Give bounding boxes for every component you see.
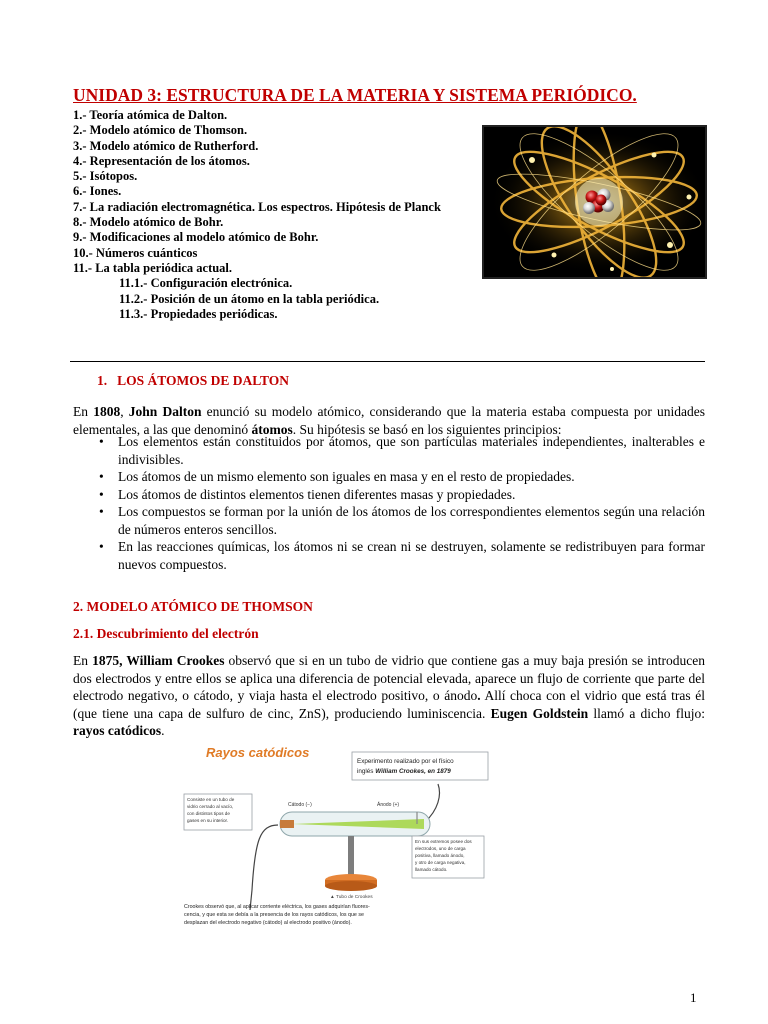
- dalton-intro-paragraph: En 1808, John Dalton enunció su modelo atómico, considerando que la materia estaba compuesta por unidades elementales, a las que denominó átomos. Su hipótesis se basó en los siguientes principios:: [73, 404, 705, 437]
- tube-stand: [325, 836, 377, 891]
- atom-image: [482, 125, 707, 279]
- list-item: • En las reacciones químicas, los átomos ni se crean ni se destruyen, solamente se redistribuyen para formar nuevos compuestos.: [73, 538, 705, 573]
- anode-label: Ánodo (+): [377, 802, 400, 808]
- toc-item: 10.- Números cuánticos: [73, 245, 198, 260]
- figure-caption-line: desplazan del electrodo negativo (cátodo) al electrodo positivo (ánodo).: [184, 920, 352, 926]
- list-item: • Los átomos de distintos elementos tienen diferentes masas y propiedades.: [73, 486, 705, 504]
- cathode-electrode: [280, 820, 294, 828]
- tube-note-box: [184, 794, 252, 830]
- toc-item: 1.- Teoría atómica de Dalton.: [73, 108, 228, 122]
- svg-text:positiva, llamado ánodo,: positiva, llamado ánodo,: [415, 853, 465, 858]
- figure-title: Rayos catódicos: [206, 745, 310, 760]
- toc-item: 11.- La tabla periódica actual.: [73, 260, 233, 275]
- toc-subitem: 11.3.- Propiedades periódicas.: [119, 306, 278, 321]
- toc-item: 7.- La radiación electromagnética. Los espectros. Hipótesis de Planck: [73, 199, 441, 214]
- page-number: 1: [690, 990, 697, 1005]
- toc-subitem: 11.2.- Posición de un átomo en la tabla periódica.: [119, 291, 380, 306]
- atom-illustration: [484, 127, 705, 277]
- experiment-box: [352, 752, 488, 780]
- toc-item: 3.- Modelo atómico de Rutherford.: [73, 138, 259, 153]
- toc-item: 8.- Modelo atómico de Bohr.: [73, 215, 224, 230]
- experiment-box-line1: Experimento realizado por el físico: [357, 758, 454, 765]
- crookes-tube: [280, 812, 430, 836]
- svg-text:Consiste en un tubo de: Consiste en un tubo de: [187, 797, 235, 802]
- toc-item: 4.- Representación de los átomos.: [73, 153, 250, 168]
- table-of-contents: [73, 108, 441, 322]
- toc-item: 9.- Modificaciones al modelo atómico de Bohr.: [73, 230, 319, 245]
- svg-text:con distintos tipos de: con distintos tipos de: [187, 811, 230, 816]
- svg-text:y otro de carga negativa,: y otro de carga negativa,: [415, 860, 466, 865]
- svg-text:electrodos, uno de carga: electrodos, uno de carga: [415, 846, 466, 851]
- figure-caption-line: cencia, y que esta se debía a la presencia de los rayos catódicos, los que se: [184, 912, 364, 918]
- crookes-paragraph: En 1875, William Crookes observó que si en un tubo de vidrio que contiene gas a muy baja presión se introducen dos electrodos y entre ellos se aplica una diferencia de potencial elevada, aparece un flujo de corriente que parte del electrodo negativo, o cátodo, y viaja hasta el electrodo positivo, o ánodo. Allí choca con el vidrio que está tras él (que tiene una capa de sulfuro de cinc, ZnS), produciendo luminiscencia. Eugen Goldstein llamó a dicho flujo: rayos catódicos.: [73, 653, 706, 738]
- electrodes-note-box: [412, 836, 484, 878]
- cathode-label: Cátodo (−): [288, 802, 312, 808]
- toc-item: 5.- Isótopos.: [73, 169, 138, 184]
- svg-text:En sus extremos posee dos: En sus extremos posee dos: [415, 839, 472, 844]
- toc-item: 2.- Modelo atómico de Thomson.: [73, 123, 248, 138]
- section-divider: [70, 361, 705, 362]
- section-heading: 1. LOS ÁTOMOS DE DALTON: [97, 373, 290, 388]
- tube-caption-label: ▲ Tubo de Crookes: [330, 895, 373, 900]
- svg-text:vidrio cerrado al vacío,: vidrio cerrado al vacío,: [187, 804, 234, 809]
- figure-caption-line: Crookes observó que, al aplicar corriente eléctrica, los gases adquirían fluores-: [184, 904, 370, 910]
- nucleus: [583, 189, 614, 215]
- list-item: • Los elementos están constituidos por átomos, que son partículas materiales independientes, inalterables e indivisibles.: [73, 433, 705, 468]
- section-heading: 2. MODELO ATÓMICO DE THOMSON: [73, 599, 313, 614]
- list-item: • Los átomos de un mismo elemento son iguales en masa y en el resto de propiedades.: [73, 468, 705, 486]
- experiment-box-line2: inglés William Crookes, en 1879: [357, 768, 451, 775]
- dalton-principles-list: [73, 433, 705, 573]
- toc-subitem: 11.1.- Configuración electrónica.: [119, 276, 293, 291]
- cathode-cable: [252, 825, 278, 890]
- svg-text:gases en su interior.: gases en su interior.: [187, 818, 229, 823]
- document-title: UNIDAD 3: ESTRUCTURA DE LA MATERIA Y SISTEMA PERIÓDICO.: [73, 85, 637, 105]
- crookes-tube-figure: [180, 740, 505, 932]
- toc-item: 6.- Iones.: [73, 184, 122, 199]
- svg-text:llamado cátodo.: llamado cátodo.: [415, 867, 448, 872]
- list-item: • Los compuestos se forman por la unión de los átomos de los correspondientes elementos según una relación de números enteros sencillos.: [73, 503, 705, 538]
- subsection-heading: 2.1. Descubrimiento del electrón: [73, 626, 259, 641]
